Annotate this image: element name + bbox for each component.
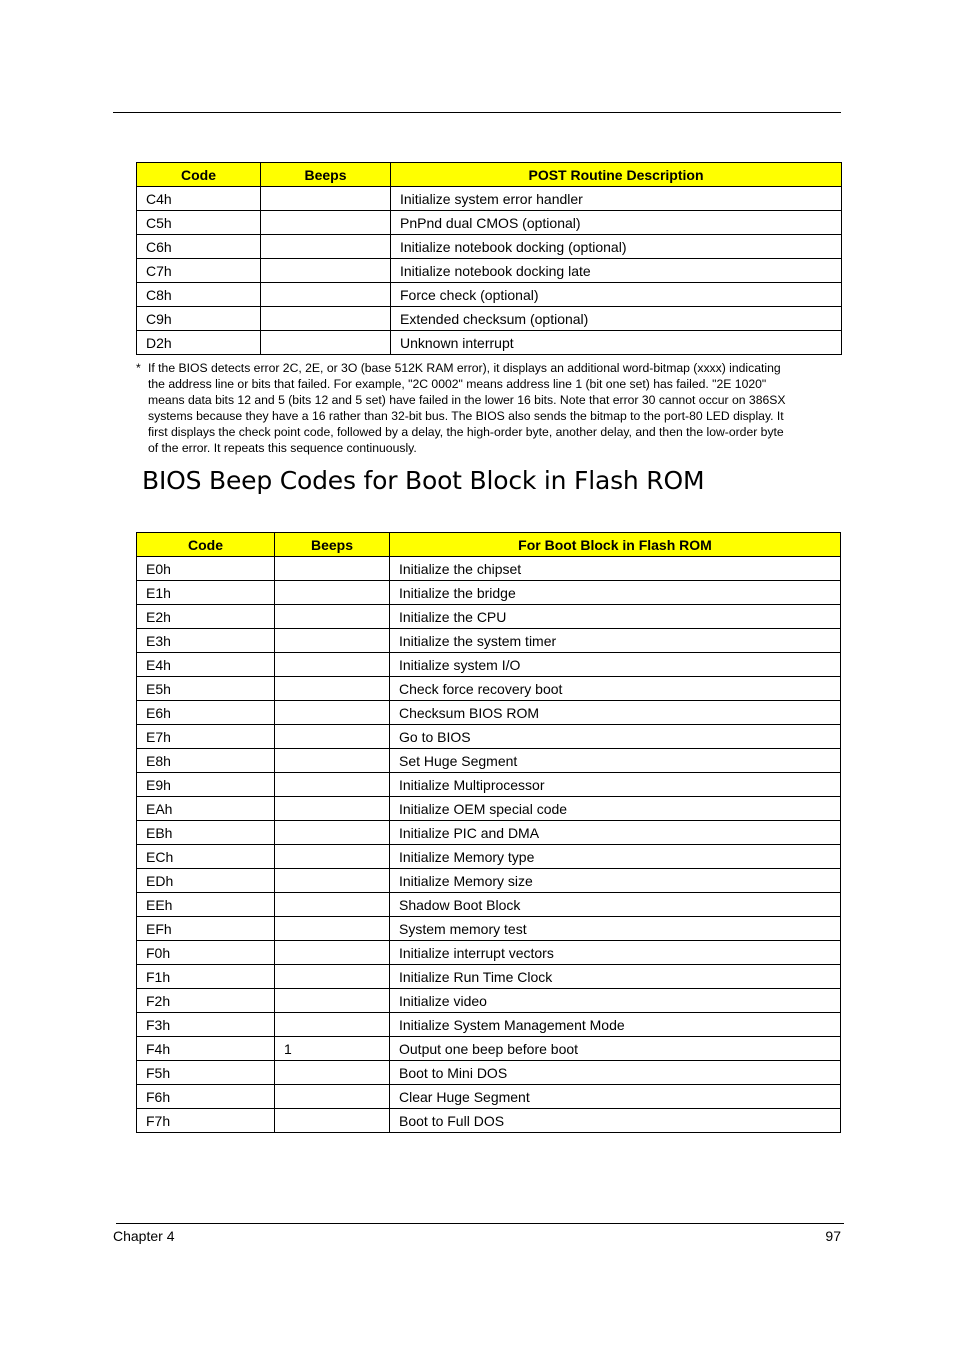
cell-code: E5h — [137, 677, 275, 701]
table-row — [137, 869, 841, 893]
cell-description: Initialize System Management Mode — [390, 1013, 841, 1037]
cell-beeps — [275, 581, 390, 605]
cell-beeps — [261, 235, 391, 259]
section-heading: BIOS Beep Codes for Boot Block in Flash ROM — [142, 466, 705, 495]
cell-description: Initialize notebook docking late — [391, 259, 842, 283]
cell-description: Initialize Run Time Clock — [390, 965, 841, 989]
column-header-boot-block: For Boot Block in Flash ROM — [390, 533, 841, 557]
cell-beeps — [275, 1013, 390, 1037]
cell-code: E1h — [137, 581, 275, 605]
post-routine-table — [136, 162, 842, 355]
cell-beeps — [275, 821, 390, 845]
cell-code: F3h — [137, 1013, 275, 1037]
footnote-line: means data bits 12 and 5 (bits 12 and 5 set) have failed in the lower 16 bits. Note that error 30 cannot occur on 386SX — [148, 393, 786, 407]
table-row — [137, 965, 841, 989]
table-row — [137, 653, 841, 677]
cell-beeps — [275, 773, 390, 797]
cell-code: F4h — [137, 1037, 275, 1061]
footnote-line: the address line or bits that failed. For example, "2C 0002" means address line 1 (bit one set) has failed. "2E 1020" — [148, 377, 767, 391]
cell-code: EAh — [137, 797, 275, 821]
table-row — [137, 581, 841, 605]
table-row — [137, 1037, 841, 1061]
footnote-text — [148, 360, 816, 456]
cell-code: F7h — [137, 1109, 275, 1133]
cell-beeps — [275, 1085, 390, 1109]
cell-description: Check force recovery boot — [390, 677, 841, 701]
cell-beeps — [275, 605, 390, 629]
table-row — [137, 307, 842, 331]
cell-code: C9h — [137, 307, 261, 331]
column-header-code: Code — [137, 533, 275, 557]
cell-beeps — [275, 965, 390, 989]
cell-code: E6h — [137, 701, 275, 725]
cell-beeps — [275, 989, 390, 1013]
cell-code: F2h — [137, 989, 275, 1013]
cell-description: Clear Huge Segment — [390, 1085, 841, 1109]
cell-description: Output one beep before boot — [390, 1037, 841, 1061]
table-row — [137, 797, 841, 821]
cell-code: E2h — [137, 605, 275, 629]
cell-description: Initialize the chipset — [390, 557, 841, 581]
table-row — [137, 701, 841, 725]
table-row — [137, 749, 841, 773]
cell-code: E4h — [137, 653, 275, 677]
footnote-marker: * — [136, 361, 141, 375]
cell-code: F5h — [137, 1061, 275, 1085]
table-row — [137, 725, 841, 749]
cell-beeps — [275, 917, 390, 941]
table-row — [137, 629, 841, 653]
post-routine-table-body — [137, 187, 842, 355]
cell-description: Force check (optional) — [391, 283, 842, 307]
table-row — [137, 989, 841, 1013]
cell-code: ECh — [137, 845, 275, 869]
column-header-beeps: Beeps — [275, 533, 390, 557]
table-row — [137, 259, 842, 283]
cell-beeps — [275, 557, 390, 581]
cell-description: Go to BIOS — [390, 725, 841, 749]
cell-beeps — [275, 797, 390, 821]
table-row — [137, 283, 842, 307]
column-header-beeps: Beeps — [261, 163, 391, 187]
cell-beeps — [275, 845, 390, 869]
table-row — [137, 1061, 841, 1085]
footnote — [136, 360, 816, 456]
footnote-line: systems because they have a 16 rather than 32-bit bus. The BIOS also sends the bitmap to the port-80 LED display. It — [148, 409, 784, 423]
cell-beeps: 1 — [275, 1037, 390, 1061]
cell-description: Boot to Mini DOS — [390, 1061, 841, 1085]
cell-description: Checksum BIOS ROM — [390, 701, 841, 725]
cell-code: C8h — [137, 283, 261, 307]
cell-code: C5h — [137, 211, 261, 235]
cell-code: D2h — [137, 331, 261, 355]
cell-description: Initialize Memory size — [390, 869, 841, 893]
table-row — [137, 187, 842, 211]
cell-description: Boot to Full DOS — [390, 1109, 841, 1133]
cell-description: Initialize Multiprocessor — [390, 773, 841, 797]
cell-description: Unknown interrupt — [391, 331, 842, 355]
table-row — [137, 1013, 841, 1037]
table-row — [137, 1109, 841, 1133]
cell-beeps — [275, 677, 390, 701]
cell-description: Initialize the CPU — [390, 605, 841, 629]
cell-code: EBh — [137, 821, 275, 845]
cell-description: Initialize system I/O — [390, 653, 841, 677]
table-row — [137, 557, 841, 581]
cell-description: Initialize system error handler — [391, 187, 842, 211]
cell-code: E3h — [137, 629, 275, 653]
cell-description: Initialize the bridge — [390, 581, 841, 605]
footer-rule — [116, 1223, 844, 1224]
cell-code: E0h — [137, 557, 275, 581]
footnote-line: first displays the check point code, followed by a delay, the high-order byte, another delay, and then the low-order byte — [148, 425, 784, 439]
cell-description: PnPnd dual CMOS (optional) — [391, 211, 842, 235]
cell-code: E8h — [137, 749, 275, 773]
cell-beeps — [261, 331, 391, 355]
cell-description: Initialize the system timer — [390, 629, 841, 653]
cell-beeps — [275, 629, 390, 653]
table-header-row — [137, 163, 842, 187]
footer-chapter: Chapter 4 — [113, 1228, 175, 1244]
header-rule — [113, 112, 841, 113]
cell-beeps — [261, 211, 391, 235]
table-row — [137, 211, 842, 235]
footnote-line: of the error. It repeats this sequence continuously. — [148, 441, 417, 455]
cell-description: Initialize Memory type — [390, 845, 841, 869]
cell-code: C6h — [137, 235, 261, 259]
cell-code: EDh — [137, 869, 275, 893]
cell-beeps — [275, 893, 390, 917]
cell-code: C4h — [137, 187, 261, 211]
cell-code: F0h — [137, 941, 275, 965]
cell-beeps — [275, 749, 390, 773]
cell-description: Initialize OEM special code — [390, 797, 841, 821]
cell-description: Extended checksum (optional) — [391, 307, 842, 331]
cell-description: Set Huge Segment — [390, 749, 841, 773]
table-row — [137, 773, 841, 797]
page-number: 97 — [825, 1228, 841, 1244]
cell-description: System memory test — [390, 917, 841, 941]
table-row — [137, 893, 841, 917]
cell-description: Shadow Boot Block — [390, 893, 841, 917]
footnote-line: If the BIOS detects error 2C, 2E, or 3O (base 512K RAM error), it displays an additional word-bitmap (xxxx) indicating — [148, 361, 781, 375]
cell-beeps — [275, 1109, 390, 1133]
cell-description: Initialize video — [390, 989, 841, 1013]
cell-beeps — [275, 725, 390, 749]
cell-code: EFh — [137, 917, 275, 941]
cell-code: F1h — [137, 965, 275, 989]
column-header-description: POST Routine Description — [391, 163, 842, 187]
cell-beeps — [275, 869, 390, 893]
cell-description: Initialize interrupt vectors — [390, 941, 841, 965]
column-header-code: Code — [137, 163, 261, 187]
table-row — [137, 821, 841, 845]
table-row — [137, 917, 841, 941]
cell-description: Initialize PIC and DMA — [390, 821, 841, 845]
cell-beeps — [261, 307, 391, 331]
cell-code: C7h — [137, 259, 261, 283]
cell-beeps — [275, 701, 390, 725]
table-header-row — [137, 533, 841, 557]
table-row — [137, 1085, 841, 1109]
cell-code: E7h — [137, 725, 275, 749]
cell-code: E9h — [137, 773, 275, 797]
boot-block-table — [136, 532, 841, 1133]
cell-code: EEh — [137, 893, 275, 917]
cell-description: Initialize notebook docking (optional) — [391, 235, 842, 259]
boot-block-table-body — [137, 557, 841, 1133]
table-row — [137, 845, 841, 869]
cell-beeps — [261, 283, 391, 307]
table-row — [137, 605, 841, 629]
cell-beeps — [275, 653, 390, 677]
cell-code: F6h — [137, 1085, 275, 1109]
table-row — [137, 235, 842, 259]
table-row — [137, 941, 841, 965]
cell-beeps — [275, 1061, 390, 1085]
cell-beeps — [261, 187, 391, 211]
cell-beeps — [275, 941, 390, 965]
table-row — [137, 331, 842, 355]
table-row — [137, 677, 841, 701]
cell-beeps — [261, 259, 391, 283]
